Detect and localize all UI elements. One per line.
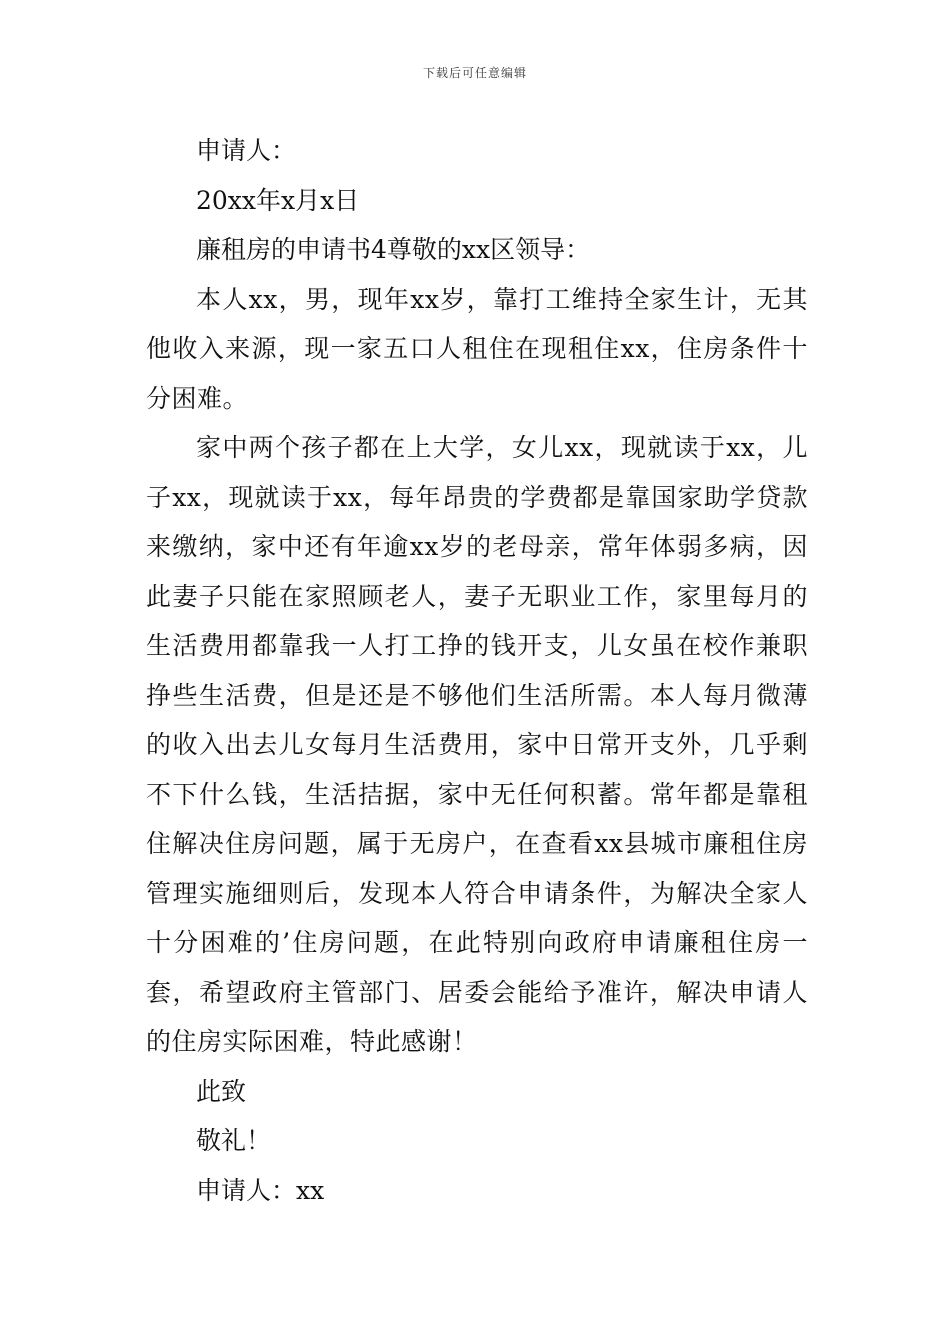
header-note: 下载后可任意编辑 [422,66,527,80]
salutation: 廉租房的申请书4尊敬的xx区领导： [196,235,591,264]
applicant-label: 申请人： [196,136,297,165]
signature-line: 申请人：xx [196,1175,325,1205]
document-body [146,126,808,1215]
paragraph-2: 家中两个孩子都在上大学，女儿xx，现就读于xx，儿子xx，现就读于xx，每年昂贵的学费都是靠国家助学贷款来缴纳，家中还有年逾xx岁的老母亲，常年体弱多病，因此妻子只能在家照顾老人，妻子无职业工作，家里每月的生活费用都靠我一人打工挣的钱开支，儿女虽在校作兼职挣些生活费，但是还是不够他们生活所需。本人每月微薄的收入出去儿女每月生活费用，家中日常开支外，几乎剩不下什么钱，生活拮据，家中无任何积蓄。常年都是靠租住解决住房问题，属于无房户，在查看xx县城市廉租住房管理实施细则后，发现本人符合申请条件，为解决全家人十分困难的’住房问题，在此特别向政府申请廉租住房一套，希望政府主管部门、居委会能给予准许，解决申请人的住房实际困难，特此感谢！ [146,433,808,1056]
closing-regards: 此致 [196,1076,247,1106]
paragraph-1: 本人xx，男，现年xx岁，靠打工维持全家生计，无其他收入来源，现一家五口人租住在现租住xx，住房条件十分困难。 [146,284,808,413]
closing-salute: 敬礼！ [196,1126,272,1155]
date-line: 20xx年x月x日 [196,185,360,215]
